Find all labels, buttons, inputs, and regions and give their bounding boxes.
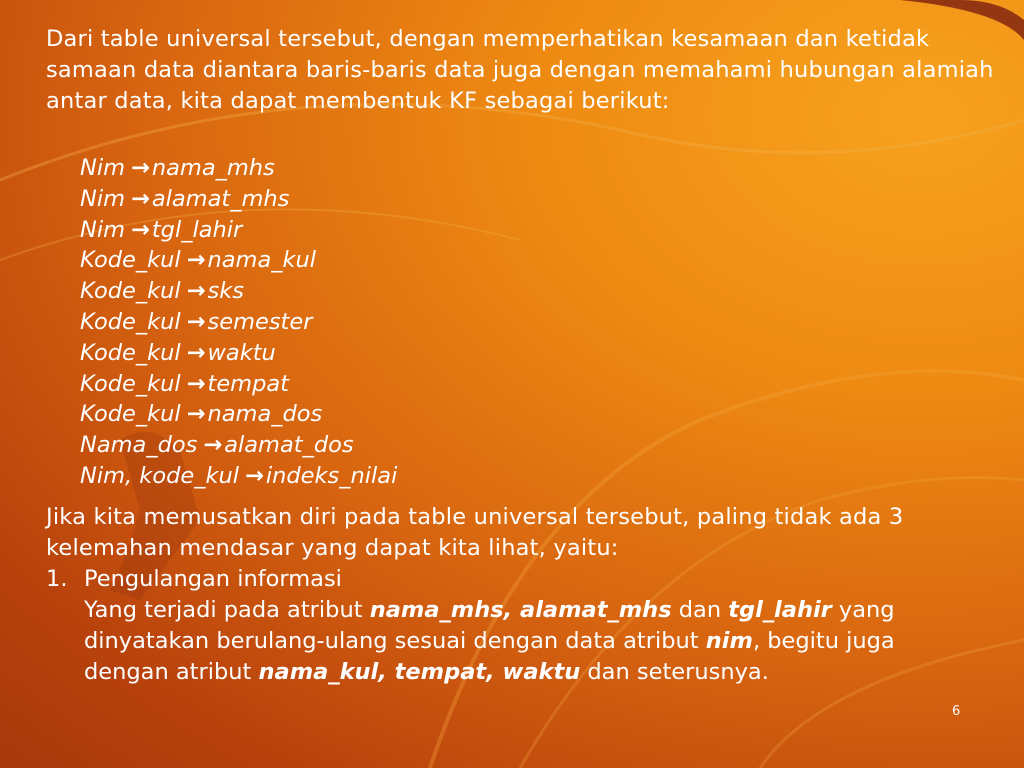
right-arrow-icon: → [131,155,150,181]
dependency-rhs: semester [207,308,313,335]
weakness-intro-paragraph: Jika kita memusatkan diri pada table universal tersebut, paling tidak ada 3 kelemahan mendasar yang dapat kita lihat, yaitu: [46,504,904,561]
dependency-line [80,184,397,215]
item-title: Pengulangan informasi [84,566,342,592]
dependency-line [80,307,397,338]
right-arrow-icon: → [131,185,150,212]
description-text: dan [671,597,729,623]
right-arrow-icon: → [186,339,206,366]
dependency-line [80,461,397,492]
right-arrow-icon: → [186,278,206,305]
dependency-lhs: Kode_kul [80,339,181,366]
dependency-rhs: indeks_nilai [265,462,398,489]
dependency-line [80,276,397,307]
dependency-rhs: tgl_lahir [151,216,243,243]
description-emphasis: tgl_lahir [728,597,832,623]
right-arrow-icon: → [203,432,223,459]
dependency-lhs: Kode_kul [80,308,181,335]
dependency-line [80,338,397,369]
dependency-lhs: Kode_kul [80,370,181,397]
dependency-lhs: Nim [80,185,125,212]
description-emphasis: nama_kul, tempat, waktu [258,659,581,685]
dependency-rhs: sks [207,278,244,305]
description-text: Yang terjadi pada atribut [84,597,370,623]
dependency-rhs: tempat [207,370,289,397]
dependency-rhs: nama_dos [207,401,323,428]
description-emphasis: nama_mhs, alamat_mhs [369,597,672,623]
description-emphasis: nim [705,628,753,654]
dependency-lhs: Nim [80,216,125,243]
dependency-rhs: nama_kul [207,247,317,274]
dependency-line [80,430,397,461]
dependency-line [80,153,397,184]
dependency-lhs: Kode_kul [80,401,181,428]
item-number: 1. [46,566,68,592]
right-arrow-icon: → [186,401,206,428]
dependency-lhs: Nama_dos [80,432,198,459]
dependency-lhs: Kode_kul [80,247,181,274]
dependency-rhs: nama_mhs [151,155,275,181]
description-text: , begitu juga dengan atribut [84,628,895,685]
right-arrow-icon: → [186,370,206,397]
item-body [84,564,984,688]
dependency-lhs: Kode_kul [80,278,181,305]
right-arrow-icon: → [131,216,150,243]
right-arrow-icon: → [186,308,206,335]
right-arrow-icon: → [245,462,264,489]
dependency-lhs: Nim [80,155,125,181]
dependency-rhs: waktu [207,339,276,366]
dependency-line [80,399,397,430]
dependency-rhs: alamat_mhs [151,185,290,212]
page-number: 6 [952,704,961,719]
functional-dependency-list [80,153,397,492]
description-text: dan seterusnya. [580,659,769,685]
description-text: yang dinyatakan berulang-ulang sesuai dengan data atribut [84,597,895,654]
right-arrow-icon: → [186,247,206,274]
intro-paragraph: Dari table universal tersebut, dengan memperhatikan kesamaan dan ketidak samaan data diantara baris-baris data juga dengan memahami hubungan alamiah antar data, kita dapat membentuk KF sebagai berikut: [46,26,994,114]
dependency-line [80,215,397,246]
dependency-line [80,245,397,276]
dependency-lhs: Nim, kode_kul [80,462,240,489]
dependency-line [80,369,397,400]
item-description [84,595,984,688]
dependency-rhs: alamat_dos [224,432,354,459]
